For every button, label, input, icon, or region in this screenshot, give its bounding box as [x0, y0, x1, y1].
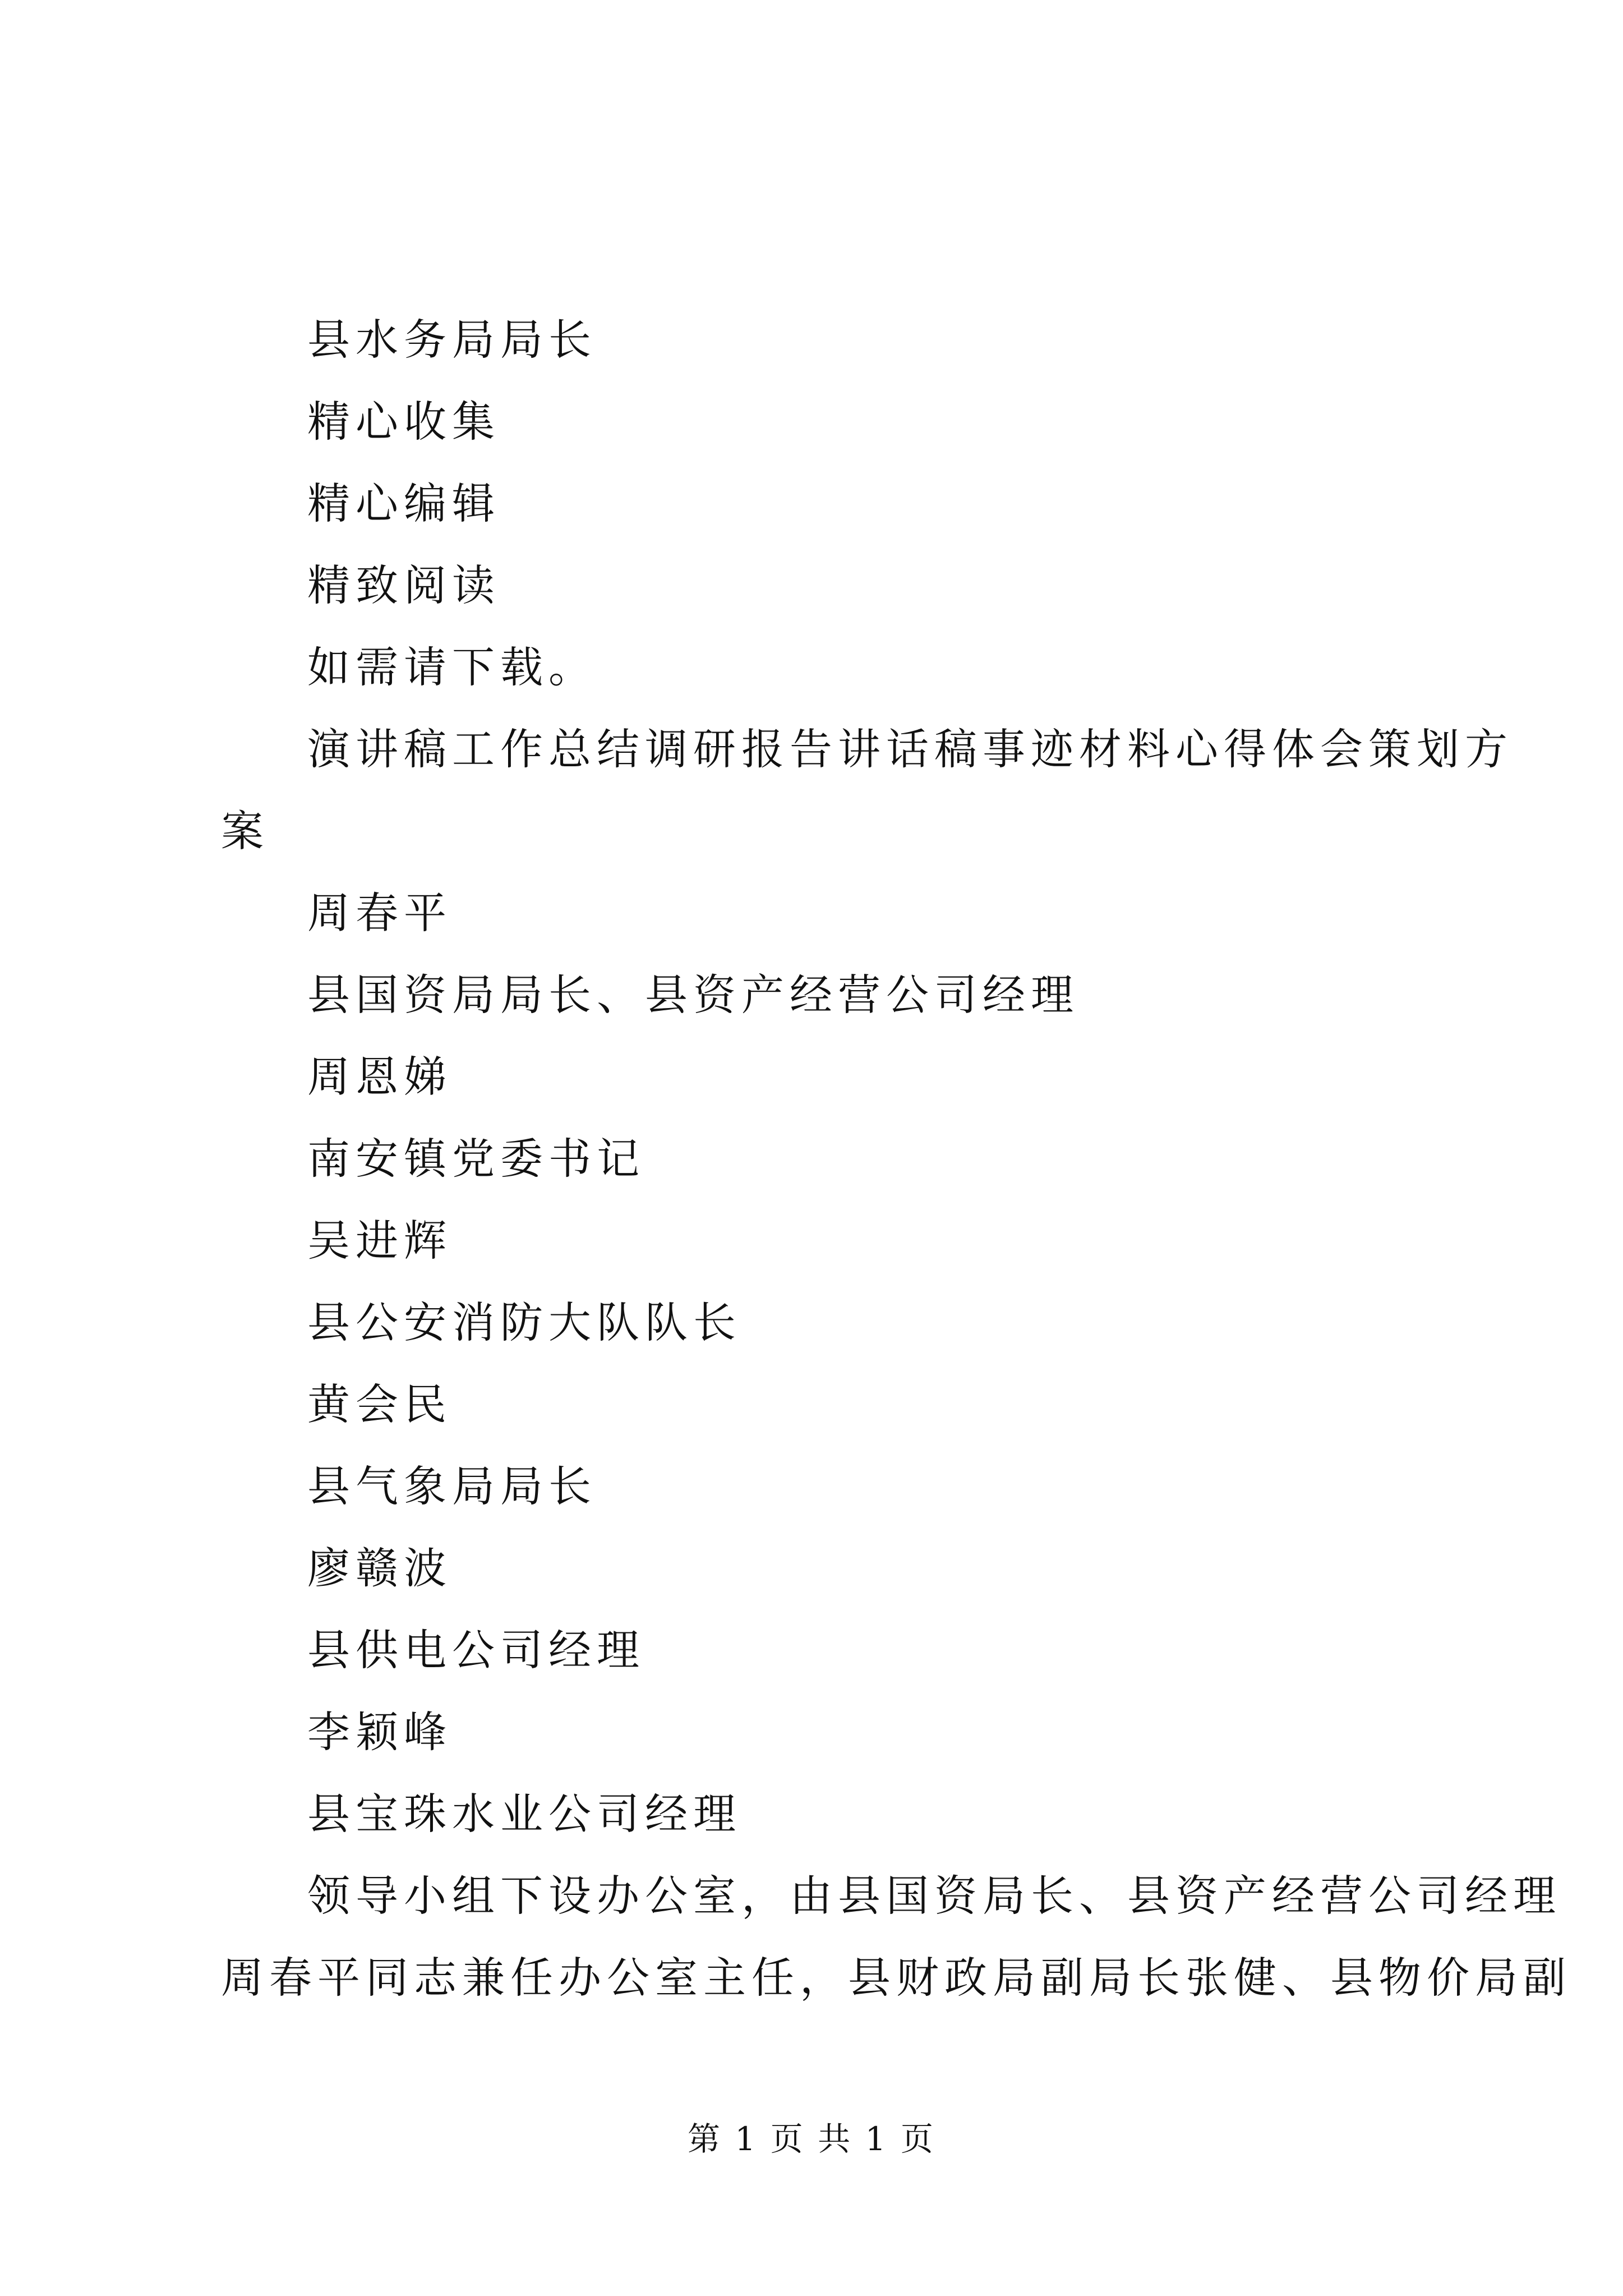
text-line: 如需请下载。 — [307, 642, 597, 692]
text-line: 精心收集 — [307, 397, 500, 447]
person-name: 周恩娣 — [307, 1052, 452, 1102]
paragraph-line: 领导小组下设办公室，由县国资局长、县资产经营公司经理 — [307, 1871, 1561, 1921]
person-title: 县宝珠水业公司经理 — [307, 1789, 741, 1839]
text-line: 县水务局局长 — [307, 315, 597, 365]
paragraph-line: 演讲稿工作总结调研报告讲话稿事迹材料心得体会策划方 — [307, 724, 1513, 774]
document-body — [221, 299, 1571, 2019]
person-name: 廖赣波 — [307, 1543, 452, 1593]
person-title: 县公安消防大队队长 — [307, 1297, 741, 1347]
person-title: 县供电公司经理 — [307, 1625, 645, 1675]
person-name: 吴进辉 — [307, 1216, 452, 1266]
text-line: 精心编辑 — [307, 478, 500, 528]
paragraph-continuation: 周春平同志兼任办公室主任，县财政局副局长张健、县物价局副 — [221, 1953, 1571, 2003]
page-footer: 第 1 页 共 1 页 — [688, 2120, 935, 2158]
person-name: 周春平 — [307, 888, 452, 938]
paragraph-continuation: 案 — [221, 806, 269, 856]
text-line: 精致阅读 — [307, 560, 500, 610]
person-name: 黄会民 — [307, 1379, 452, 1429]
person-name: 李颖峰 — [307, 1707, 452, 1757]
person-title: 县气象局局长 — [307, 1461, 597, 1511]
person-title: 县国资局局长、县资产经营公司经理 — [307, 970, 1079, 1020]
person-title: 南安镇党委书记 — [307, 1134, 645, 1184]
